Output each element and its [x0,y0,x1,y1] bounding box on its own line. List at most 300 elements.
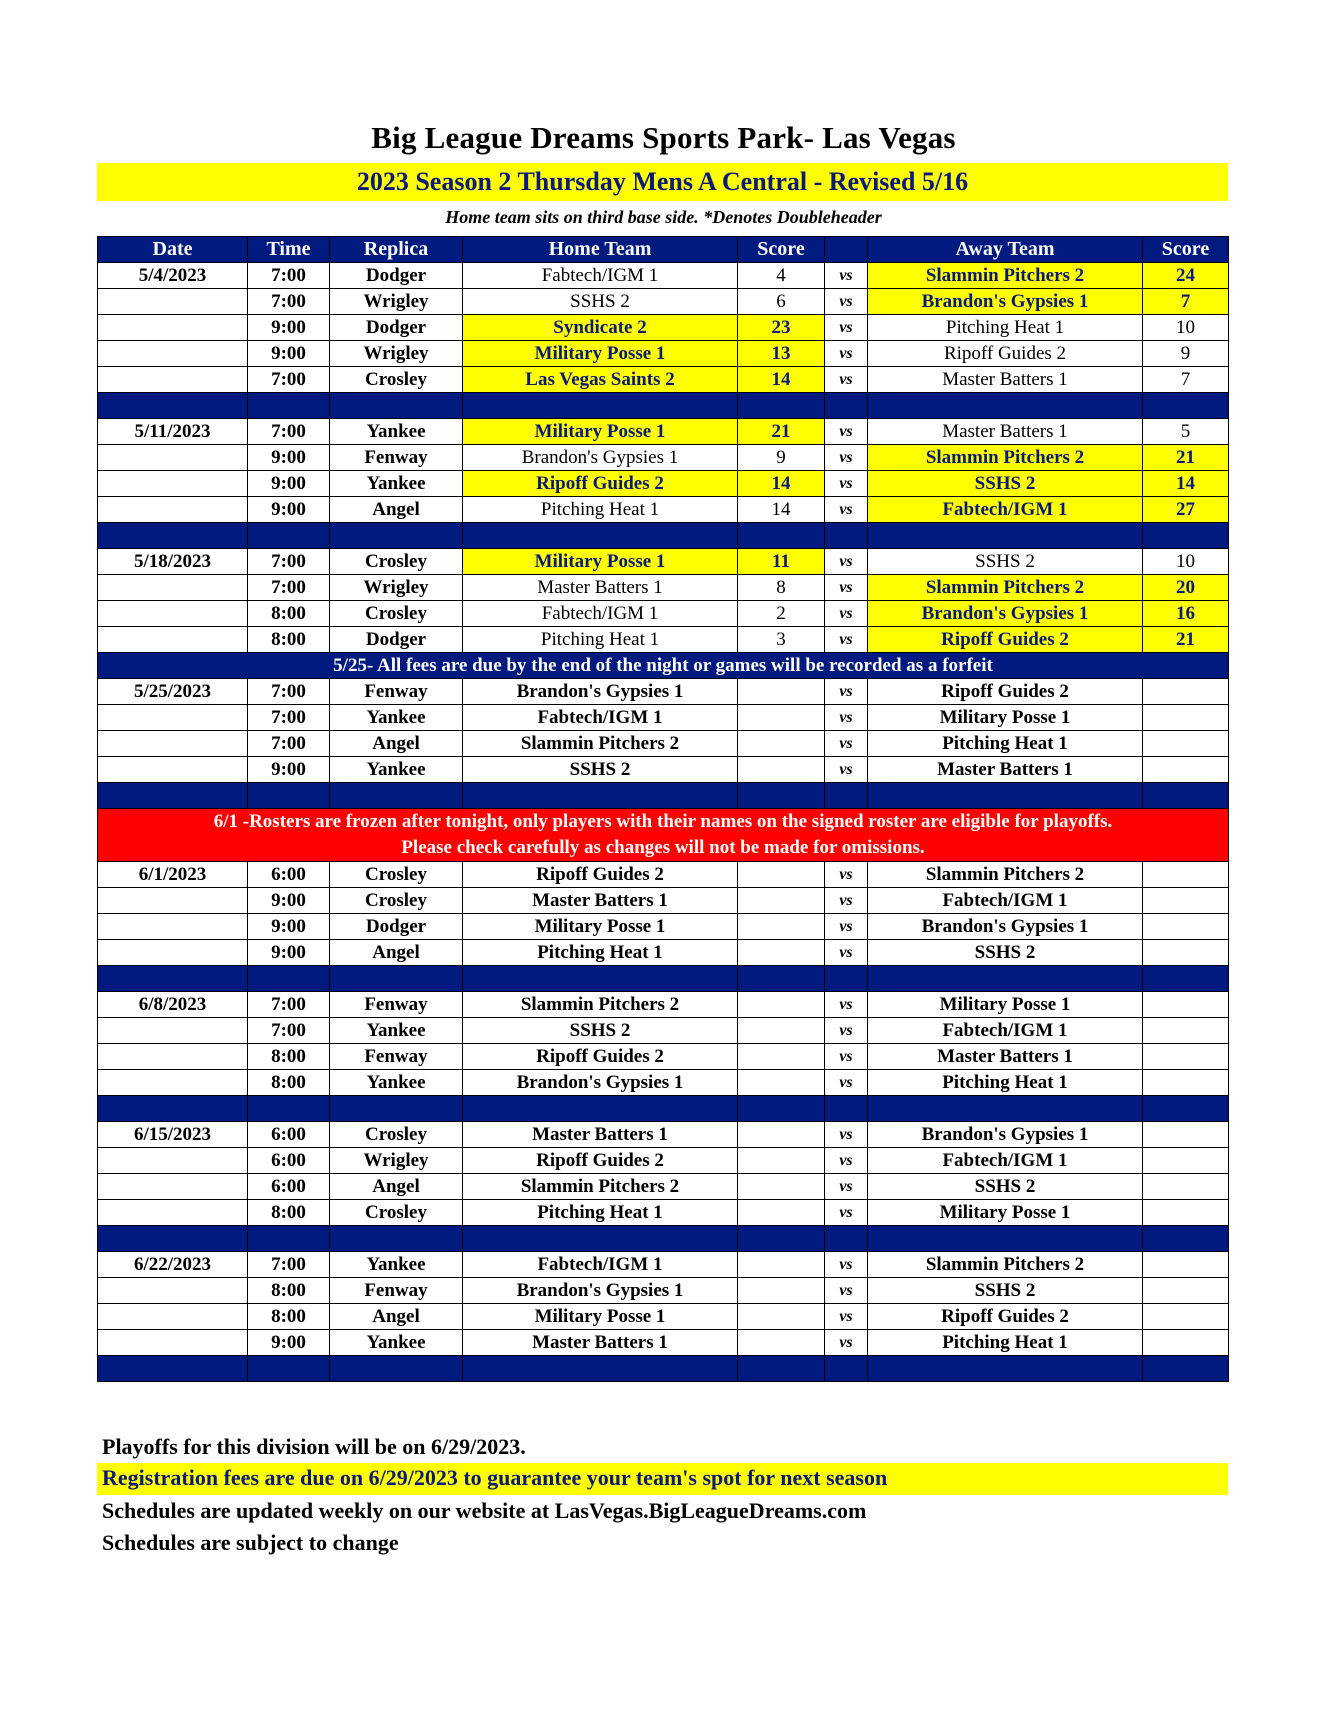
vs-cell: vs [825,419,868,445]
spacer-cell [98,393,248,419]
table-row [98,471,1229,497]
replica-cell: Yankee [330,1018,463,1044]
home-score-cell [738,914,825,940]
date-cell [98,575,248,601]
home-score-cell [738,940,825,966]
time-cell: 8:00 [248,1304,330,1330]
replica-cell: Dodger [330,627,463,653]
vs-cell: vs [825,1252,868,1278]
home-score-cell [738,1330,825,1356]
spacer-cell [825,966,868,992]
replica-cell: Yankee [330,1252,463,1278]
spacer-cell [463,523,738,549]
away-team-cell: SSHS 2 [868,940,1143,966]
away-team-cell: Brandon's Gypsies 1 [868,601,1143,627]
home-score-cell [738,1122,825,1148]
spacer-cell [98,1096,248,1122]
home-score-cell [738,1044,825,1070]
date-cell [98,705,248,731]
away-score-cell: 27 [1143,497,1229,523]
time-cell: 8:00 [248,1044,330,1070]
table-row [98,497,1229,523]
time-cell: 9:00 [248,914,330,940]
date-cell [98,1278,248,1304]
spacer-cell [868,1356,1143,1382]
away-score-cell [1143,1200,1229,1226]
replica-cell: Angel [330,940,463,966]
registration-banner [97,1463,1228,1495]
spacer-cell [98,1226,248,1252]
table-row [98,888,1229,914]
vs-cell: vs [825,627,868,653]
vs-cell: vs [825,1122,868,1148]
spacer-cell [1143,1356,1229,1382]
away-team-cell: Slammin Pitchers 2 [868,1252,1143,1278]
away-score-cell [1143,1252,1229,1278]
home-score-cell [738,1148,825,1174]
spacer-row [98,1356,1229,1382]
vs-cell: vs [825,575,868,601]
replica-cell: Crosley [330,1122,463,1148]
spacer-cell [868,393,1143,419]
away-score-cell [1143,1018,1229,1044]
spacer-cell [738,523,825,549]
table-row [98,341,1229,367]
table-row [98,627,1229,653]
vs-cell: vs [825,731,868,757]
away-team-cell: Ripoff Guides 2 [868,679,1143,705]
spacer-cell [463,1096,738,1122]
spacer-row [98,966,1229,992]
vs-cell: vs [825,679,868,705]
time-cell: 9:00 [248,471,330,497]
spacer-cell [1143,783,1229,809]
spacer-cell [825,1226,868,1252]
time-cell: 9:00 [248,940,330,966]
spacer-cell [330,1356,463,1382]
time-cell: 7:00 [248,575,330,601]
spacer-cell [330,1226,463,1252]
spacer-cell [463,783,738,809]
table-row [98,315,1229,341]
home-score-cell: 14 [738,471,825,497]
spacer-cell [330,966,463,992]
replica-cell: Yankee [330,705,463,731]
table-row [98,1330,1229,1356]
date-cell [98,471,248,497]
roster-alert-line: Please check carefully as changes will not be made for omissions. [401,837,925,858]
spacer-row [98,783,1229,809]
date-cell [98,627,248,653]
table-row [98,1174,1229,1200]
spacer-cell [248,1226,330,1252]
time-cell: 7:00 [248,367,330,393]
home-score-cell [738,992,825,1018]
spacer-cell [738,783,825,809]
spacer-cell [868,1096,1143,1122]
vs-cell: vs [825,862,868,888]
replica-cell: Yankee [330,419,463,445]
table-row [98,940,1229,966]
home-team-cell: Pitching Heat 1 [463,627,738,653]
home-score-cell [738,731,825,757]
home-score-cell [738,888,825,914]
table-row [98,367,1229,393]
away-score-cell: 20 [1143,575,1229,601]
date-cell [98,914,248,940]
home-score-cell: 14 [738,497,825,523]
home-team-cell: Pitching Heat 1 [463,497,738,523]
home-score-cell [738,1278,825,1304]
time-cell: 6:00 [248,1122,330,1148]
page-title: Big League Dreams Sports Park- Las Vegas [371,120,956,155]
table-row [98,1304,1229,1330]
replica-cell: Angel [330,1304,463,1330]
header-home-score: Score [738,237,825,263]
vs-cell: vs [825,1278,868,1304]
time-cell: 7:00 [248,992,330,1018]
date-cell: 5/4/2023 [98,263,248,289]
header-time: Time [248,237,330,263]
vs-cell: vs [825,1174,868,1200]
away-score-cell: 21 [1143,445,1229,471]
away-team-cell: Fabtech/IGM 1 [868,888,1143,914]
home-team-cell: Pitching Heat 1 [463,940,738,966]
vs-cell: vs [825,757,868,783]
header-replica: Replica [330,237,463,263]
replica-cell: Angel [330,497,463,523]
away-score-cell [1143,705,1229,731]
home-team-cell: Ripoff Guides 2 [463,471,738,497]
away-score-cell [1143,914,1229,940]
time-cell: 7:00 [248,263,330,289]
table-row [98,992,1229,1018]
spacer-cell [248,1096,330,1122]
home-team-cell: Master Batters 1 [463,575,738,601]
away-score-cell [1143,679,1229,705]
away-score-cell [1143,757,1229,783]
time-cell: 7:00 [248,549,330,575]
away-team-cell: Master Batters 1 [868,1044,1143,1070]
header-home-team: Home Team [463,237,738,263]
away-team-cell: Pitching Heat 1 [868,315,1143,341]
away-team-cell: Master Batters 1 [868,419,1143,445]
table-row [98,289,1229,315]
away-team-cell: Military Posse 1 [868,992,1143,1018]
table-row [98,757,1229,783]
spacer-cell [738,966,825,992]
roster-alert [98,809,1229,862]
spacer-cell [330,783,463,809]
table-row [98,601,1229,627]
table-row [98,1122,1229,1148]
season-subtitle: 2023 Season 2 Thursday Mens A Central - Revised 5/16 [97,163,1228,201]
date-cell [98,1330,248,1356]
website-note: Schedules are updated weekly on our website at LasVegas.BigLeagueDreams.com [102,1498,867,1523]
spacer-cell [98,783,248,809]
replica-cell: Crosley [330,862,463,888]
home-team-cell: Master Batters 1 [463,888,738,914]
date-cell: 6/1/2023 [98,862,248,888]
away-score-cell [1143,1278,1229,1304]
vs-cell: vs [825,1148,868,1174]
home-score-cell [738,862,825,888]
vs-cell: vs [825,497,868,523]
spacer-row [98,1226,1229,1252]
replica-cell: Yankee [330,471,463,497]
table-row [98,1070,1229,1096]
time-cell: 7:00 [248,1252,330,1278]
schedule-body [98,263,1229,1382]
replica-cell: Crosley [330,549,463,575]
date-cell [98,1200,248,1226]
date-cell: 6/22/2023 [98,1252,248,1278]
header-date: Date [98,237,248,263]
replica-cell: Dodger [330,315,463,341]
schedule-table [97,236,1229,1382]
replica-cell: Yankee [330,1070,463,1096]
table-row [98,679,1229,705]
spacer-cell [248,1356,330,1382]
spacer-cell [1143,523,1229,549]
away-team-cell: SSHS 2 [868,471,1143,497]
home-score-cell: 8 [738,575,825,601]
date-cell [98,731,248,757]
away-team-cell: Slammin Pitchers 2 [868,575,1143,601]
away-score-cell [1143,940,1229,966]
date-cell: 5/11/2023 [98,419,248,445]
away-score-cell: 9 [1143,341,1229,367]
home-score-cell [738,757,825,783]
time-cell: 9:00 [248,497,330,523]
spacer-cell [825,1096,868,1122]
home-team-note: Home team sits on third base side. *Denotes Doubleheader [445,207,882,227]
home-score-cell [738,1174,825,1200]
date-cell [98,367,248,393]
home-team-cell: Fabtech/IGM 1 [463,705,738,731]
away-team-cell: Ripoff Guides 2 [868,627,1143,653]
table-row [98,1018,1229,1044]
vs-cell: vs [825,1304,868,1330]
home-team-cell: Ripoff Guides 2 [463,1044,738,1070]
home-score-cell: 4 [738,263,825,289]
spacer-row [98,393,1229,419]
away-team-cell: Fabtech/IGM 1 [868,1148,1143,1174]
vs-cell: vs [825,471,868,497]
date-cell [98,601,248,627]
vs-cell: vs [825,367,868,393]
spacer-cell [248,523,330,549]
replica-cell: Crosley [330,601,463,627]
spacer-cell [738,1356,825,1382]
replica-cell: Angel [330,1174,463,1200]
home-team-cell: Military Posse 1 [463,341,738,367]
home-score-cell: 14 [738,367,825,393]
spacer-cell [1143,1226,1229,1252]
away-team-cell: Pitching Heat 1 [868,1330,1143,1356]
away-score-cell: 7 [1143,367,1229,393]
away-team-cell: Brandon's Gypsies 1 [868,289,1143,315]
date-cell [98,1044,248,1070]
vs-cell: vs [825,341,868,367]
away-score-cell: 5 [1143,419,1229,445]
date-cell: 5/18/2023 [98,549,248,575]
date-cell [98,341,248,367]
vs-cell: vs [825,1070,868,1096]
date-cell [98,1174,248,1200]
away-team-cell: Pitching Heat 1 [868,731,1143,757]
away-team-cell: Slammin Pitchers 2 [868,445,1143,471]
away-score-cell [1143,862,1229,888]
away-team-cell: Slammin Pitchers 2 [868,263,1143,289]
time-cell: 9:00 [248,888,330,914]
table-row [98,549,1229,575]
replica-cell: Crosley [330,1200,463,1226]
spacer-cell [825,1356,868,1382]
replica-cell: Angel [330,731,463,757]
date-cell [98,1304,248,1330]
home-score-cell: 3 [738,627,825,653]
spacer-cell [248,393,330,419]
home-team-cell: Military Posse 1 [463,914,738,940]
home-team-cell: Master Batters 1 [463,1122,738,1148]
away-score-cell: 24 [1143,263,1229,289]
home-team-cell: Brandon's Gypsies 1 [463,679,738,705]
vs-cell: vs [825,914,868,940]
time-cell: 7:00 [248,289,330,315]
table-row [98,731,1229,757]
spacer-cell [1143,966,1229,992]
spacer-cell [98,523,248,549]
spacer-cell [330,393,463,419]
vs-cell: vs [825,549,868,575]
spacer-cell [868,966,1143,992]
time-cell: 9:00 [248,445,330,471]
spacer-cell [463,1226,738,1252]
away-score-cell [1143,992,1229,1018]
away-score-cell: 10 [1143,315,1229,341]
date-cell [98,315,248,341]
table-row [98,445,1229,471]
away-team-cell: SSHS 2 [868,1278,1143,1304]
home-team-cell: Fabtech/IGM 1 [463,263,738,289]
spacer-cell [738,1096,825,1122]
away-score-cell [1143,1044,1229,1070]
home-team-cell: Master Batters 1 [463,1330,738,1356]
home-team-cell: Military Posse 1 [463,1304,738,1330]
time-cell: 8:00 [248,1278,330,1304]
header-away-score: Score [1143,237,1229,263]
home-score-cell: 13 [738,341,825,367]
time-cell: 7:00 [248,419,330,445]
time-cell: 9:00 [248,1330,330,1356]
time-cell: 6:00 [248,862,330,888]
home-team-cell: Brandon's Gypsies 1 [463,1070,738,1096]
date-cell [98,1018,248,1044]
table-row [98,263,1229,289]
header-vs [825,237,868,263]
vs-cell: vs [825,940,868,966]
replica-cell: Wrigley [330,341,463,367]
header-away-team: Away Team [868,237,1143,263]
home-team-cell: Las Vegas Saints 2 [463,367,738,393]
away-team-cell: Master Batters 1 [868,367,1143,393]
home-team-cell: Military Posse 1 [463,419,738,445]
time-cell: 8:00 [248,1070,330,1096]
spacer-cell [330,1096,463,1122]
away-score-cell [1143,1122,1229,1148]
replica-cell: Dodger [330,914,463,940]
time-cell: 6:00 [248,1148,330,1174]
time-cell: 7:00 [248,731,330,757]
home-team-cell: SSHS 2 [463,289,738,315]
home-score-cell: 11 [738,549,825,575]
vs-cell: vs [825,1200,868,1226]
vs-cell: vs [825,315,868,341]
spacer-cell [825,783,868,809]
home-team-cell: Slammin Pitchers 2 [463,731,738,757]
subject-to-change-note: Schedules are subject to change [102,1530,399,1555]
vs-cell: vs [825,289,868,315]
away-score-cell [1143,1174,1229,1200]
vs-cell: vs [825,601,868,627]
away-score-cell [1143,1330,1229,1356]
away-team-cell: Ripoff Guides 2 [868,341,1143,367]
home-team-cell: Brandon's Gypsies 1 [463,1278,738,1304]
away-score-cell: 7 [1143,289,1229,315]
spacer-cell [463,1356,738,1382]
spacer-cell [825,393,868,419]
spacer-cell [463,966,738,992]
away-team-cell: Ripoff Guides 2 [868,1304,1143,1330]
date-cell [98,940,248,966]
away-score-cell: 14 [1143,471,1229,497]
date-cell [98,1070,248,1096]
replica-cell: Fenway [330,1044,463,1070]
spacer-cell [1143,1096,1229,1122]
away-score-cell [1143,888,1229,914]
registration-note: Registration fees are due on 6/29/2023 to guarantee your team's spot for next season [102,1465,888,1490]
spacer-cell [738,393,825,419]
replica-cell: Fenway [330,1278,463,1304]
replica-cell: Dodger [330,263,463,289]
away-score-cell [1143,1148,1229,1174]
table-row [98,419,1229,445]
time-cell: 8:00 [248,627,330,653]
home-score-cell [738,1018,825,1044]
replica-cell: Fenway [330,992,463,1018]
away-team-cell: Pitching Heat 1 [868,1070,1143,1096]
home-team-cell: Syndicate 2 [463,315,738,341]
time-cell: 9:00 [248,341,330,367]
replica-cell: Wrigley [330,575,463,601]
vs-cell: vs [825,1330,868,1356]
spacer-cell [330,523,463,549]
notice-row [98,653,1229,679]
away-score-cell [1143,1070,1229,1096]
table-row [98,575,1229,601]
table-row [98,1252,1229,1278]
spacer-cell [868,1226,1143,1252]
spacer-row [98,1096,1229,1122]
home-score-cell: 2 [738,601,825,627]
time-cell: 9:00 [248,315,330,341]
home-team-cell: SSHS 2 [463,1018,738,1044]
home-score-cell [738,1200,825,1226]
away-team-cell: Fabtech/IGM 1 [868,1018,1143,1044]
away-score-cell: 10 [1143,549,1229,575]
replica-cell: Yankee [330,1330,463,1356]
